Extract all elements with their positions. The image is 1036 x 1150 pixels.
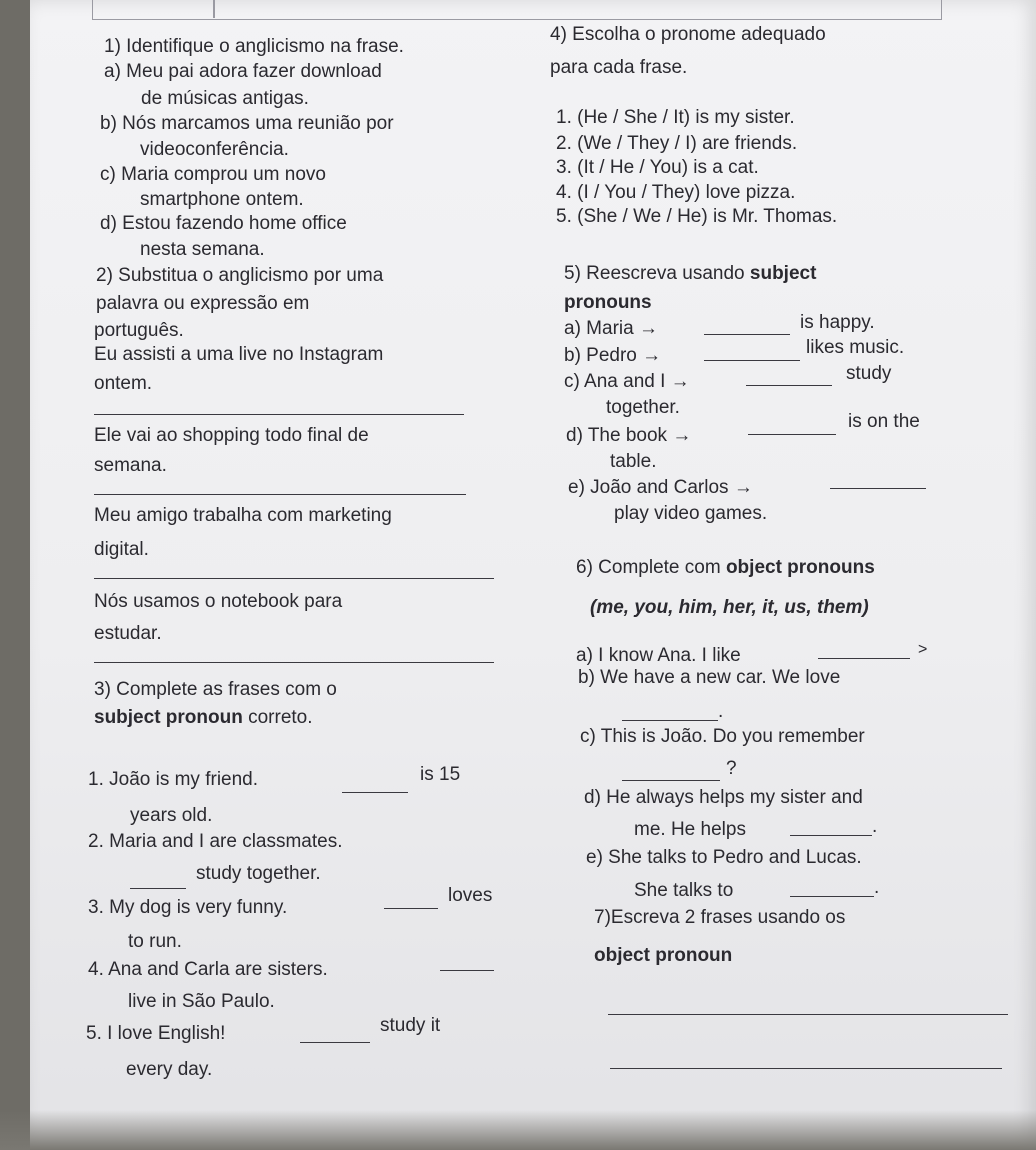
q5-title-line2: pronouns [564, 292, 652, 313]
table-edge-shadow [0, 1110, 1036, 1150]
q3-item3-line2: to run. [128, 931, 182, 952]
q2-sentence4-line2: estudar. [94, 623, 162, 644]
q3-item1-text: 1. João is my friend. [88, 769, 259, 790]
q2-sentence4-line1: Nós usamos o notebook para [94, 591, 343, 612]
q5-item-e: e) João and Carlos → [568, 477, 753, 498]
q7-answer-line-1[interactable] [608, 1014, 1008, 1015]
q6-item-b-end: . [718, 701, 724, 722]
header-divider [213, 0, 215, 18]
q3-item5-line2: every day. [126, 1059, 213, 1080]
q1-a-line2: de músicas antigas. [141, 88, 309, 109]
q6-options: (me, you, him, her, it, us, them) [590, 597, 869, 618]
q2-sentence2-line2: semana. [94, 455, 167, 476]
q3-item5-text: 5. I love English! [86, 1023, 226, 1044]
q4-item3: 3. (It / He / You) is a cat. [556, 157, 759, 178]
q5-item-b-blank[interactable] [704, 360, 800, 361]
q1-c-line1: c) Maria comprou um novo [100, 164, 326, 185]
q6-item-e-end: . [874, 877, 880, 898]
q2-answer-line-1[interactable] [94, 414, 464, 415]
q3-item3-blank[interactable] [384, 908, 438, 909]
q3-item4-line2: live in São Paulo. [128, 991, 275, 1012]
q6-item-d-line2: me. He helps [634, 819, 746, 840]
q3-item2-blank[interactable] [130, 888, 186, 889]
q5-item-e-line2: play video games. [614, 503, 768, 524]
q1-title: 1) Identifique o anglicismo na frase. [104, 36, 404, 57]
q5-item-a: a) Maria → [564, 318, 658, 339]
q5-item-d-blank[interactable] [748, 434, 836, 435]
q6-title-bold: object pronouns [725, 557, 875, 578]
q3-title-line2 [94, 706, 313, 730]
q3-title-rest: correto. [242, 707, 313, 728]
q4-item5: 5. (She / We / He) is Mr. Thomas. [556, 206, 838, 227]
q6-item-e-line2: She talks to [634, 880, 734, 901]
q6-item-e-line1: e) She talks to Pedro and Lucas. [586, 847, 862, 868]
q6-item-c-blank[interactable] [622, 780, 720, 781]
q4-item4: 4. (I / You / They) love pizza. [556, 182, 796, 203]
q5-item-a-blank[interactable] [704, 334, 790, 335]
q5-item-b-end: likes music. [806, 337, 905, 358]
q2-sentence2-line1: Ele vai ao shopping todo final de [94, 425, 369, 446]
q5-item-d-line2: table. [610, 451, 657, 472]
q6-item-d-line1: d) He always helps my sister and [584, 787, 863, 808]
q5-title-bold: subject [749, 263, 817, 284]
q6-item-e-blank[interactable] [790, 896, 874, 897]
q3-item5-rest: study it [380, 1015, 441, 1036]
q2-answer-line-4[interactable] [94, 662, 494, 663]
q2-sentence3-line1: Meu amigo trabalha com marketing [94, 505, 392, 526]
q5-item-c-end: study [846, 363, 892, 384]
q5-item-d-end: is on the [848, 411, 920, 432]
q2-title-line2: palavra ou expressão em [96, 293, 310, 314]
q3-item2-line2: study together. [196, 863, 321, 884]
q5-item-c-blank[interactable] [746, 385, 832, 386]
q5-item-a-end: is happy. [800, 312, 875, 333]
q1-d-line1: d) Estou fazendo home office [100, 213, 347, 234]
q3-item4-text: 4. Ana and Carla are sisters. [88, 959, 328, 980]
q4-title-line2: para cada frase. [550, 57, 688, 78]
q1-a-line1: a) Meu pai adora fazer download [104, 61, 382, 82]
q6-title [576, 556, 875, 580]
q3-title-line1: 3) Complete as frases com o [94, 679, 337, 700]
q5-item-c-line2: together. [606, 397, 680, 418]
q3-item3-rest: loves [448, 885, 493, 906]
q6-item-d-blank[interactable] [790, 835, 872, 836]
q5-item-d: d) The book → [566, 425, 692, 446]
q6-item-a-end: > [918, 641, 928, 658]
q5-item-e-blank[interactable] [830, 488, 926, 489]
q6-title-plain: 6) Complete com [576, 557, 726, 578]
q5-item-c: c) Ana and I → [564, 371, 690, 392]
q6-item-b-blank[interactable] [622, 720, 718, 721]
q1-c-line2: smartphone ontem. [140, 189, 304, 210]
q3-item1-line2: years old. [130, 805, 213, 826]
q6-item-c: c) This is João. Do you remember [580, 726, 865, 747]
q6-item-c-end: ? [726, 758, 737, 779]
q2-title-line3: português. [94, 320, 184, 341]
q3-item5-blank[interactable] [300, 1042, 370, 1043]
q7-title-line2: object pronoun [594, 945, 733, 966]
q3-title-bold: subject pronoun [94, 707, 243, 728]
q7-answer-line-2[interactable] [610, 1068, 1002, 1069]
q2-sentence3-line2: digital. [94, 539, 149, 560]
q1-b-line2: videoconferência. [140, 139, 289, 160]
q3-item1-rest: is 15 [420, 764, 461, 785]
q2-sentence1-line1: Eu assisti a uma live no Instagram [94, 344, 384, 365]
q6-item-a-blank[interactable] [818, 658, 910, 659]
q6-item-d-end: . [872, 816, 878, 837]
header-box [92, 0, 942, 20]
q1-d-line2: nesta semana. [140, 239, 265, 260]
q5-item-b: b) Pedro → [564, 345, 662, 366]
q1-b-line1: b) Nós marcamos uma reunião por [100, 113, 394, 134]
q3-item3-text: 3. My dog is very funny. [88, 897, 288, 918]
q2-sentence1-line2: ontem. [94, 373, 153, 394]
q4-item1: 1. (He / She / It) is my sister. [556, 107, 795, 128]
q5-title-line1 [564, 262, 816, 286]
q6-item-a: a) I know Ana. I like [576, 645, 741, 666]
q2-answer-line-2[interactable] [94, 494, 466, 495]
q4-item2: 2. (We / They / I) are friends. [556, 133, 798, 154]
q4-title-line1: 4) Escolha o pronome adequado [550, 24, 826, 45]
q7-title-line1: 7)Escreva 2 frases usando os [594, 907, 846, 928]
q2-title-line1: 2) Substitua o anglicismo por uma [96, 265, 384, 286]
q3-item2-text: 2. Maria and I are classmates. [88, 831, 343, 852]
q2-answer-line-3[interactable] [94, 578, 494, 579]
q3-item4-blank[interactable] [440, 970, 494, 971]
q5-title-plain: 5) Reescreva usando [564, 263, 750, 284]
q6-item-b: b) We have a new car. We love [578, 667, 841, 688]
q3-item1-blank[interactable] [342, 792, 408, 793]
